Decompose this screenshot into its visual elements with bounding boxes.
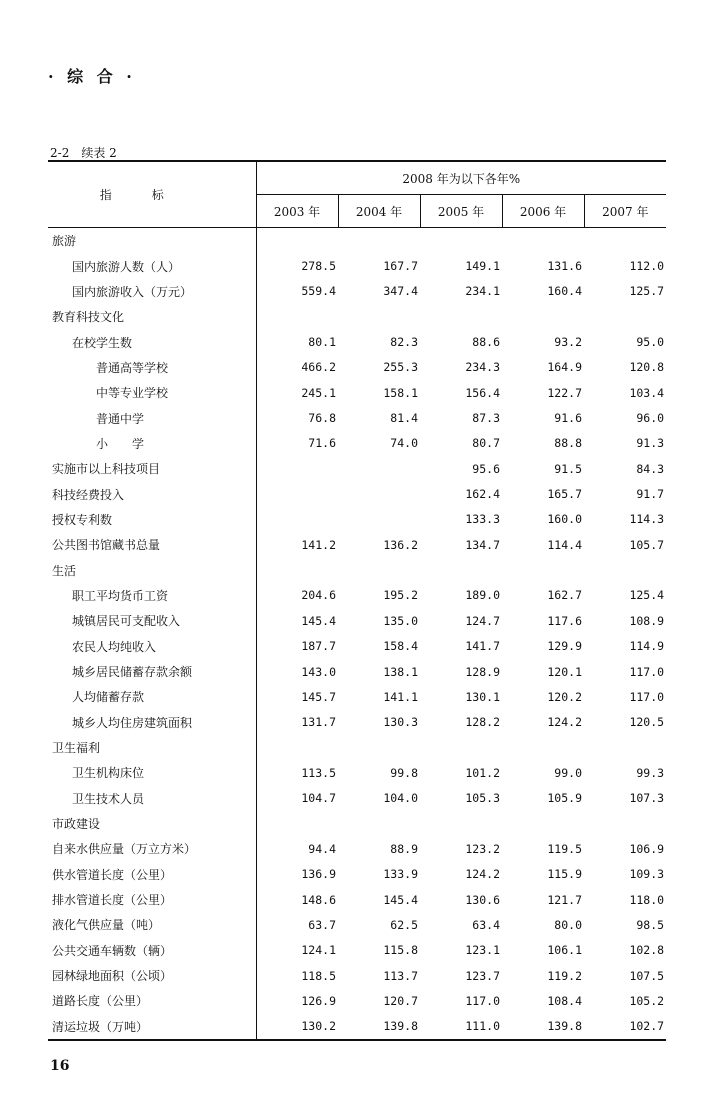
- value-cell: 121.7: [547, 892, 582, 907]
- value-cell: 81.4: [390, 411, 418, 426]
- row-label: 卫生福利: [48, 735, 256, 760]
- row-label: 普通中学: [48, 405, 256, 430]
- value-cell: 98.5: [636, 917, 665, 932]
- value-cell: 99.3: [636, 765, 665, 780]
- table-row: [48, 684, 666, 709]
- value-cell: [420, 735, 502, 760]
- year-header: 2006 年: [502, 195, 584, 228]
- value-cell: 108.9: [629, 613, 665, 628]
- row-label: 国内旅游收入（万元）: [48, 279, 256, 304]
- value-cell: 125.4: [629, 588, 665, 603]
- row-label: 普通高等学校: [48, 355, 256, 380]
- value-cell: [502, 304, 584, 329]
- value-cell: [584, 811, 666, 836]
- table-row: [48, 304, 666, 329]
- value-cell: 133.9: [383, 867, 418, 882]
- year-header: 2005 年: [420, 195, 502, 228]
- row-label: 城镇居民可支配收入: [48, 608, 256, 633]
- value-cell: [338, 507, 420, 532]
- statistics-table: [48, 160, 666, 1041]
- table-row: [48, 963, 666, 988]
- table-row: [48, 836, 666, 861]
- value-cell: 126.9: [301, 993, 336, 1008]
- value-cell: 88.9: [390, 841, 418, 856]
- value-cell: 158.4: [383, 639, 418, 654]
- value-cell: 143.0: [301, 664, 336, 679]
- value-cell: 120.1: [547, 664, 582, 679]
- value-cell: 124.2: [547, 715, 582, 730]
- value-cell: 105.3: [465, 791, 500, 806]
- table-row: [48, 279, 666, 304]
- value-cell: [338, 481, 420, 506]
- value-cell: 80.0: [554, 917, 582, 932]
- row-label: 城乡人均住房建筑面积: [48, 710, 256, 735]
- row-label: 排水管道长度（公里）: [48, 887, 256, 912]
- value-cell: 115.9: [547, 867, 582, 882]
- value-cell: 119.5: [547, 841, 582, 856]
- table-row: [48, 481, 666, 506]
- year-header: 2007 年: [584, 195, 666, 228]
- value-cell: 129.9: [547, 639, 582, 654]
- table-row: [48, 456, 666, 481]
- value-cell: 93.2: [554, 335, 582, 350]
- value-cell: 123.2: [465, 841, 500, 856]
- value-cell: 108.4: [547, 993, 582, 1008]
- table-row: [48, 380, 666, 405]
- value-cell: 466.2: [301, 360, 336, 375]
- value-cell: 149.1: [465, 259, 500, 274]
- row-label: 农民人均纯收入: [48, 634, 256, 659]
- value-cell: 84.3: [636, 461, 665, 476]
- value-cell: 158.1: [383, 385, 418, 400]
- row-label: 人均储蓄存款: [48, 684, 256, 709]
- table-row: [48, 583, 666, 608]
- value-cell: [256, 304, 338, 329]
- page-number: 16: [50, 1058, 70, 1074]
- value-cell: 130.6: [465, 892, 500, 907]
- value-cell: 141.7: [465, 639, 500, 654]
- value-cell: 123.7: [465, 968, 500, 983]
- value-cell: 63.7: [308, 917, 336, 932]
- value-cell: 122.7: [547, 385, 582, 400]
- value-cell: 124.7: [465, 613, 500, 628]
- row-label: 授权专利数: [48, 507, 256, 532]
- value-cell: 117.6: [547, 613, 582, 628]
- value-cell: 109.3: [629, 867, 665, 882]
- value-cell: 131.7: [301, 715, 336, 730]
- value-cell: 120.2: [547, 689, 582, 704]
- value-cell: 91.7: [636, 487, 665, 502]
- value-cell: 63.4: [472, 917, 500, 932]
- row-label: 中等专业学校: [48, 380, 256, 405]
- group-header: 2008 年为以下各年%: [256, 161, 666, 195]
- table-caption: 2-2 续表 2: [50, 146, 117, 160]
- value-cell: 130.2: [256, 1014, 338, 1040]
- value-cell: 99.8: [390, 765, 418, 780]
- value-cell: 195.2: [383, 588, 418, 603]
- row-label: 供水管道长度（公里）: [48, 862, 256, 887]
- value-cell: [338, 456, 420, 481]
- row-label: 园林绿地面积（公顷）: [48, 963, 256, 988]
- value-cell: [256, 481, 338, 506]
- value-cell: [256, 735, 338, 760]
- row-label: 实施市以上科技项目: [48, 456, 256, 481]
- value-cell: 62.5: [390, 917, 418, 932]
- value-cell: 139.8: [338, 1014, 420, 1040]
- value-cell: [256, 557, 338, 582]
- value-cell: 141.1: [383, 689, 418, 704]
- value-cell: 74.0: [390, 436, 418, 451]
- row-label: 国内旅游人数（人）: [48, 253, 256, 278]
- value-cell: 134.7: [465, 537, 500, 552]
- value-cell: [338, 304, 420, 329]
- value-cell: 120.8: [629, 360, 665, 375]
- value-cell: [502, 811, 584, 836]
- value-cell: 124.1: [301, 943, 336, 958]
- value-cell: [584, 304, 666, 329]
- table-row: [48, 988, 666, 1013]
- value-cell: 96.0: [636, 411, 665, 426]
- value-cell: 113.7: [383, 968, 418, 983]
- value-cell: [420, 304, 502, 329]
- value-cell: 105.2: [629, 993, 665, 1008]
- row-label: 小 学: [48, 431, 256, 456]
- value-cell: [584, 557, 666, 582]
- value-cell: [584, 735, 666, 760]
- value-cell: 115.8: [383, 943, 418, 958]
- value-cell: [502, 735, 584, 760]
- value-cell: 128.2: [465, 715, 500, 730]
- row-label: 科技经费投入: [48, 481, 256, 506]
- value-cell: [420, 228, 502, 254]
- table-row: [48, 557, 666, 582]
- value-cell: [502, 228, 584, 254]
- value-cell: 91.6: [554, 411, 582, 426]
- row-label: 市政建设: [48, 811, 256, 836]
- year-header: 2003 年: [256, 195, 338, 228]
- value-cell: [338, 228, 420, 254]
- value-cell: 71.6: [308, 436, 336, 451]
- value-cell: 117.0: [629, 664, 665, 679]
- table-row: [48, 329, 666, 354]
- value-cell: 91.3: [636, 436, 665, 451]
- value-cell: 234.3: [465, 360, 500, 375]
- table-row: [48, 532, 666, 557]
- value-cell: 130.3: [383, 715, 418, 730]
- value-cell: 80.1: [308, 335, 336, 350]
- value-cell: 101.2: [465, 765, 500, 780]
- value-cell: 347.4: [383, 284, 418, 299]
- value-cell: 136.2: [383, 537, 418, 552]
- value-cell: [420, 557, 502, 582]
- value-cell: 106.1: [547, 943, 582, 958]
- value-cell: 105.9: [547, 791, 582, 806]
- value-cell: 80.7: [472, 436, 500, 451]
- value-cell: 123.1: [465, 943, 500, 958]
- value-cell: 245.1: [301, 385, 336, 400]
- value-cell: 107.3: [629, 791, 665, 806]
- value-cell: 117.0: [629, 689, 665, 704]
- table-row: [48, 608, 666, 633]
- table-row: [48, 912, 666, 937]
- value-cell: 114.9: [629, 639, 665, 654]
- value-cell: 118.0: [629, 892, 665, 907]
- table-row: [48, 887, 666, 912]
- value-cell: [420, 811, 502, 836]
- table-body: [48, 228, 666, 1041]
- row-label: 教育科技文化: [48, 304, 256, 329]
- value-cell: 234.1: [465, 284, 500, 299]
- value-cell: 95.0: [636, 335, 665, 350]
- row-label: 公共图书馆藏书总量: [48, 532, 256, 557]
- value-cell: [256, 811, 338, 836]
- value-cell: 145.4: [301, 613, 336, 628]
- value-cell: 120.7: [383, 993, 418, 1008]
- value-cell: 131.6: [547, 259, 582, 274]
- value-cell: [502, 557, 584, 582]
- table-row: [48, 355, 666, 380]
- section-header: · 综 合 ·: [48, 67, 136, 86]
- value-cell: 87.3: [472, 411, 500, 426]
- value-cell: 164.9: [547, 360, 582, 375]
- value-cell: 160.0: [547, 512, 582, 527]
- value-cell: 117.0: [465, 993, 500, 1008]
- value-cell: [338, 811, 420, 836]
- value-cell: 278.5: [301, 259, 336, 274]
- table-row: [48, 1014, 666, 1040]
- value-cell: 104.0: [383, 791, 418, 806]
- value-cell: 141.2: [301, 537, 336, 552]
- value-cell: [256, 228, 338, 254]
- value-cell: 162.7: [547, 588, 582, 603]
- row-label: 在校学生数: [48, 329, 256, 354]
- row-label: 道路长度（公里）: [48, 988, 256, 1013]
- value-cell: 102.7: [584, 1014, 666, 1040]
- row-label: 液化气供应量（吨）: [48, 912, 256, 937]
- value-cell: 138.1: [383, 664, 418, 679]
- value-cell: 559.4: [301, 284, 336, 299]
- value-cell: 114.3: [629, 512, 665, 527]
- value-cell: 113.5: [301, 765, 336, 780]
- value-cell: 167.7: [383, 259, 418, 274]
- value-cell: 145.4: [383, 892, 418, 907]
- table-row: [48, 507, 666, 532]
- row-label: 卫生技术人员: [48, 786, 256, 811]
- value-cell: 124.2: [465, 867, 500, 882]
- value-cell: 148.6: [301, 892, 336, 907]
- value-cell: 133.3: [465, 512, 500, 527]
- row-label: 公共交通车辆数（辆）: [48, 938, 256, 963]
- row-label: 自来水供应量（万立方米）: [48, 836, 256, 861]
- table-row: [48, 405, 666, 430]
- row-label: 城乡居民储蓄存款余额: [48, 659, 256, 684]
- value-cell: 204.6: [301, 588, 336, 603]
- value-cell: 91.5: [554, 461, 582, 476]
- value-cell: 118.5: [301, 968, 336, 983]
- value-cell: 114.4: [547, 537, 582, 552]
- table-row: [48, 710, 666, 735]
- value-cell: 119.2: [547, 968, 582, 983]
- table-row: [48, 735, 666, 760]
- value-cell: 111.0: [420, 1014, 502, 1040]
- value-cell: 165.7: [547, 487, 582, 502]
- value-cell: 105.7: [629, 537, 665, 552]
- row-label: 生活: [48, 557, 256, 582]
- row-label: 卫生机构床位: [48, 760, 256, 785]
- table-row: [48, 228, 666, 254]
- year-header: 2004 年: [338, 195, 420, 228]
- row-label: 旅游: [48, 228, 256, 254]
- value-cell: 88.8: [554, 436, 582, 451]
- value-cell: 189.0: [465, 588, 500, 603]
- value-cell: 130.1: [465, 689, 500, 704]
- value-cell: 187.7: [301, 639, 336, 654]
- value-cell: 107.5: [629, 968, 665, 983]
- table-row: [48, 253, 666, 278]
- row-label: 职工平均货币工资: [48, 583, 256, 608]
- value-cell: 139.8: [502, 1014, 584, 1040]
- table-row: [48, 811, 666, 836]
- value-cell: 136.9: [301, 867, 336, 882]
- value-cell: 112.0: [629, 259, 665, 274]
- value-cell: 162.4: [465, 487, 500, 502]
- table-row: [48, 659, 666, 684]
- value-cell: 135.0: [383, 613, 418, 628]
- value-cell: 255.3: [383, 360, 418, 375]
- table-row: [48, 634, 666, 659]
- value-cell: 104.7: [301, 791, 336, 806]
- value-cell: 120.5: [629, 715, 665, 730]
- value-cell: 145.7: [301, 689, 336, 704]
- value-cell: 102.8: [629, 943, 665, 958]
- value-cell: 103.4: [629, 385, 665, 400]
- value-cell: [338, 557, 420, 582]
- table-row: [48, 938, 666, 963]
- row-label: 清运垃圾（万吨）: [48, 1014, 256, 1040]
- value-cell: 94.4: [308, 841, 336, 856]
- table-row: [48, 431, 666, 456]
- value-cell: [338, 735, 420, 760]
- value-cell: 160.4: [547, 284, 582, 299]
- value-cell: [256, 507, 338, 532]
- indicator-header: 指标: [48, 161, 256, 228]
- table-row: [48, 760, 666, 785]
- value-cell: 88.6: [472, 335, 500, 350]
- value-cell: 106.9: [629, 841, 665, 856]
- value-cell: 95.6: [472, 461, 500, 476]
- value-cell: 128.9: [465, 664, 500, 679]
- value-cell: 82.3: [390, 335, 418, 350]
- value-cell: [256, 456, 338, 481]
- value-cell: 125.7: [629, 284, 665, 299]
- value-cell: 76.8: [308, 411, 336, 426]
- value-cell: 156.4: [465, 385, 500, 400]
- table-row: [48, 786, 666, 811]
- value-cell: [584, 228, 666, 254]
- value-cell: 99.0: [554, 765, 582, 780]
- table-row: [48, 862, 666, 887]
